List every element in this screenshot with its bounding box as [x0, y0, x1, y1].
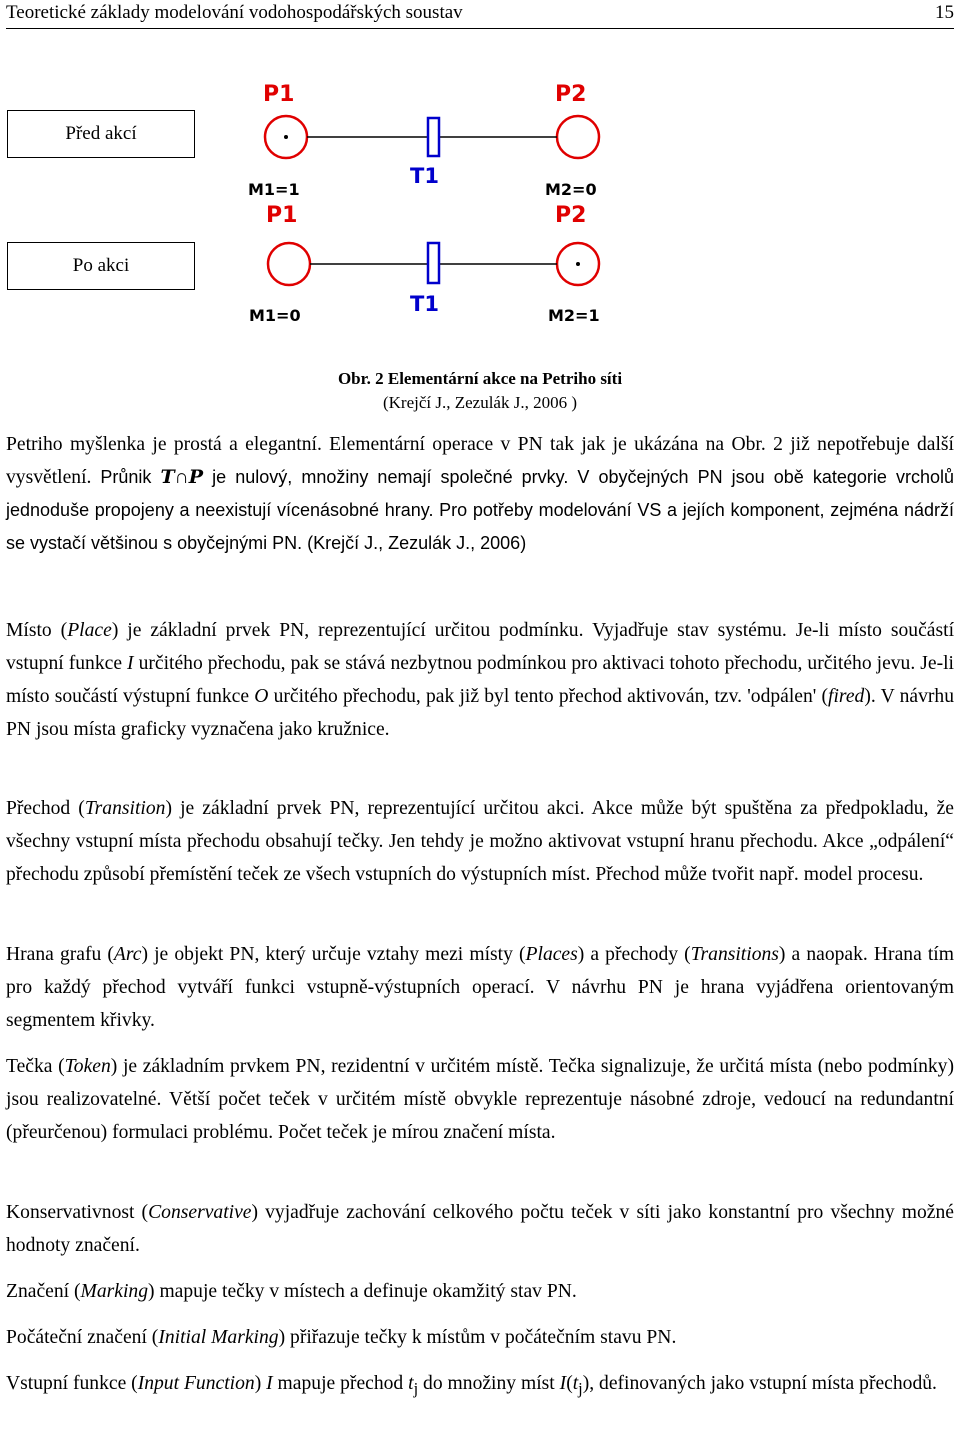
after-place-p1: [268, 243, 310, 285]
text-run: do množiny míst: [418, 1373, 560, 1394]
text-run: j: [578, 1378, 583, 1398]
before-p1-label: P1: [263, 82, 295, 107]
text-run: Petriho myšlenka je prostá a elegantní. Elementární operace v PN tak jak je ukázána na Obr. 2 již nepotřebuje další vysvětlení.: [6, 434, 954, 488]
italic-term: Conservative: [148, 1202, 252, 1223]
italic-term: Place: [67, 620, 112, 641]
figure-caption: Obr. 2 Elementární akce na Petriho síti: [337, 369, 623, 388]
paragraph-input-function: [6, 1367, 954, 1405]
italic-term: fired: [828, 686, 865, 707]
italic-term: O: [254, 686, 269, 707]
after-m2-label: M2=1: [548, 306, 600, 325]
italic-term: Places: [525, 944, 578, 965]
paragraph-arc: [6, 938, 954, 1037]
text-run: ) přiřazuje tečky k místům v počátečním stavu PN.: [278, 1327, 677, 1348]
after-p1-label: P1: [266, 203, 298, 228]
set-p-symbol: P: [188, 466, 204, 488]
text-run: ) je základním prvkem PN, rezidentní v určitém místě. Tečka signalizuje, že určitá místa (nebo podmínky) jsou realizovatelné. Větší počet teček v určitém místě obvykle reprezentuje násobné zdroje, vedoucí na redundantní (přeurčenou) formulaci problému. Počet teček je mírou značení místa.: [6, 1056, 954, 1143]
italic-term: Transition: [84, 798, 166, 819]
text-run: Počáteční značení (: [6, 1327, 159, 1348]
text-run: Hrana grafu (: [6, 944, 114, 965]
paragraph-token: [6, 1050, 954, 1149]
text-run: určitého přechodu, pak se stává nezbytnou podmínkou pro aktivaci tohoto přechodu, určitého jevu. Je-li místo součástí výstupní funkce: [6, 653, 954, 707]
header-title: Teoretické základy modelování vodohospodářských soustav: [6, 2, 463, 23]
italic-term: I: [127, 653, 134, 674]
paragraph-conservative: [6, 1196, 954, 1262]
page-number: 15: [935, 2, 954, 23]
paragraph-place: [6, 614, 954, 746]
text-run: ) je základní prvek PN, reprezentující určitou akci. Akce může být spuštěna za předpokladu, že všechny vstupní místa přechodu obsahují tečky. Jen tehdy je možno aktivovat vstupní hranu přechodu. Akce „odpálení“ přechodu způsobí přemístění teček ze všech vstupních do výstupních míst. Přechod může tvořit např. model procesu.: [6, 798, 954, 885]
text-run: ): [254, 1373, 267, 1394]
before-m1-label: M1=1: [248, 180, 300, 199]
paragraph-transition: [6, 792, 954, 891]
text-run: ) a přechody (: [577, 944, 691, 965]
italic-term: Marking: [80, 1281, 149, 1302]
after-token-p2: [576, 262, 580, 266]
before-token-p1: [284, 135, 288, 139]
italic-term: Arc: [113, 944, 142, 965]
paragraph-marking: [6, 1275, 954, 1308]
italic-term: I: [266, 1373, 273, 1394]
before-m2-label: M2=0: [545, 180, 597, 199]
italic-term: t: [408, 1373, 414, 1394]
italic-term: Input Function: [137, 1373, 255, 1394]
text-run: j: [413, 1378, 419, 1398]
text-run: Místo (: [6, 620, 68, 641]
text-run: ), definovaných jako vstupní místa přechodů.: [582, 1373, 937, 1394]
text-run: určitého přechodu, pak již byl tento přechod aktivován, tzv. 'odpálen' (: [268, 686, 829, 707]
paragraph-intro: [6, 428, 954, 560]
before-t1-label: T1: [410, 164, 439, 188]
text-run: ) vyjadřuje zachování celkového počtu teček v síti jako konstantní pro všechny možné hodnoty značení.: [6, 1202, 954, 1256]
text-run: ) a naopak. Hrana tím pro každý přechod vytváří funkci vstupně-výstupních operací. V návrhu PN je hrana vyjádřena orientovaným segmentem křivky.: [6, 944, 954, 1031]
after-t1-label: T1: [410, 292, 439, 316]
text-run: (: [566, 1373, 573, 1394]
text-run: ) je základní prvek PN, reprezentující určitou podmínku. Vyjadřuje stav systému. Je-li místo součástí vstupní funkce: [6, 620, 955, 674]
petri-net-diagram: [0, 0, 960, 360]
text-run: Tečka (: [6, 1056, 65, 1077]
before-p2-label: P2: [555, 82, 587, 107]
text-run: mapuje přechod: [272, 1373, 409, 1394]
after-m1-label: M1=0: [249, 306, 301, 325]
text-run: Průnik: [100, 467, 161, 487]
paragraph-initial-marking: [6, 1321, 954, 1354]
before-place-p2: [557, 116, 599, 158]
italic-term: I: [559, 1373, 567, 1394]
italic-term: Token: [64, 1056, 111, 1077]
text-run: ) mapuje tečky v místech a definuje okamžitý stav PN.: [148, 1281, 577, 1302]
text-run: ). V návrhu PN jsou místa graficky vyznačena jako kružnice.: [6, 686, 954, 740]
after-p2-label: P2: [555, 203, 587, 228]
before-transition-t1: [428, 118, 439, 156]
intersection-symbol: ∩: [174, 467, 189, 488]
italic-term: t: [572, 1373, 579, 1394]
text-run: ) je objekt PN, který určuje vztahy mezi místy (: [141, 944, 526, 965]
text-run: Přechod (: [6, 798, 85, 819]
after-transition-t1: [428, 243, 439, 283]
text-run: Konservativnost (: [6, 1202, 149, 1223]
text-run: Značení (: [6, 1281, 81, 1302]
italic-term: Transitions: [690, 944, 779, 965]
state-after-box: Po akci: [7, 242, 195, 290]
set-t-symbol: T: [160, 466, 175, 488]
text-run: Vstupní funkce (: [6, 1373, 138, 1394]
text-run: je nulový, množiny nemají společné prvky. V obyčejných PN jsou obě kategorie vrcholů jednoduše propojeny a neexistují vícenásobné hrany. Pro potřeby modelování VS a jejích komponent, zejména nádrží se vystačí většinou s obyčejnými PN. (Krejčí J., Zezulák J., 2006): [6, 467, 954, 553]
italic-term: Initial Marking: [158, 1327, 279, 1348]
figure-source: (Krejčí J., Zezulák J., 2006 ): [382, 393, 578, 412]
state-before-box: Před akcí: [7, 110, 195, 158]
